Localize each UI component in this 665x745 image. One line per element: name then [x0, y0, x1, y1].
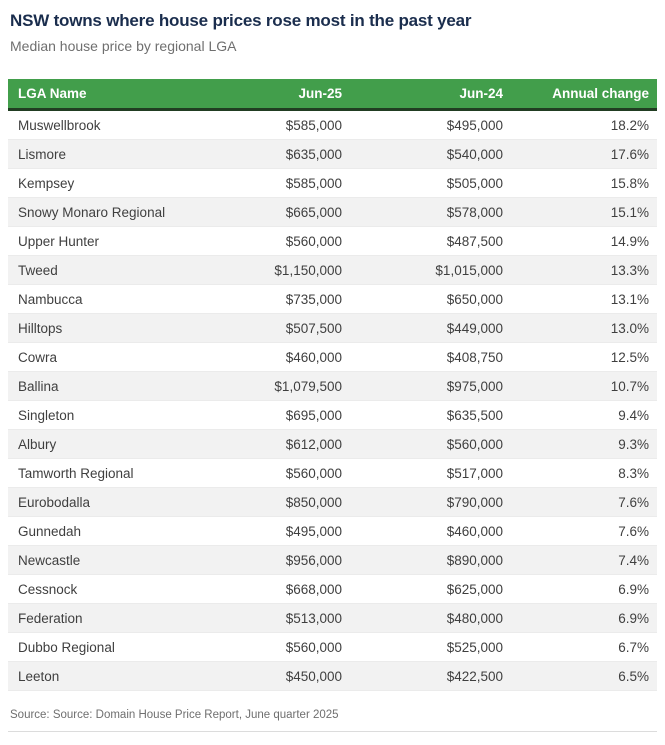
cell-jun24: $480,000: [350, 604, 511, 633]
cell-jun24: $495,000: [350, 110, 511, 140]
cell-jun24: $625,000: [350, 575, 511, 604]
cell-jun25: $560,000: [203, 459, 350, 488]
cell-jun24: $890,000: [350, 546, 511, 575]
table-row: [8, 604, 657, 633]
chart-container: [0, 10, 665, 745]
table-row: [8, 430, 657, 459]
cell-jun24: $560,000: [350, 430, 511, 459]
column-header-jun-24: Jun-24: [350, 79, 511, 110]
cell-jun24: $408,750: [350, 343, 511, 372]
cell-jun25: $850,000: [203, 488, 350, 517]
cell-jun24: $650,000: [350, 285, 511, 314]
cell-change: 13.1%: [511, 285, 657, 314]
cell-jun24: $525,000: [350, 633, 511, 662]
cell-jun25: $695,000: [203, 401, 350, 430]
cell-lga: Lismore: [8, 140, 203, 169]
cell-change: 18.2%: [511, 110, 657, 140]
cell-change: 7.6%: [511, 517, 657, 546]
cell-jun25: $612,000: [203, 430, 350, 459]
source-note: Source: Source: Domain House Price Report, June quarter 2025: [10, 709, 339, 721]
cell-jun25: $665,000: [203, 198, 350, 227]
cell-lga: Leeton: [8, 662, 203, 691]
table-row: [8, 575, 657, 604]
column-header-lga-name: LGA Name: [8, 79, 203, 110]
bottom-divider: [8, 731, 657, 732]
cell-change: 17.6%: [511, 140, 657, 169]
cell-jun25: $956,000: [203, 546, 350, 575]
table-row: [8, 517, 657, 546]
cell-jun25: $1,079,500: [203, 372, 350, 401]
table-row: [8, 401, 657, 430]
table-row: [8, 110, 657, 140]
cell-lga: Hilltops: [8, 314, 203, 343]
table-row: [8, 343, 657, 372]
cell-jun24: $790,000: [350, 488, 511, 517]
cell-change: 9.3%: [511, 430, 657, 459]
cell-lga: Newcastle: [8, 546, 203, 575]
cell-lga: Federation: [8, 604, 203, 633]
table-row: [8, 227, 657, 256]
cell-jun24: $578,000: [350, 198, 511, 227]
cell-change: 6.9%: [511, 604, 657, 633]
cell-jun24: $1,015,000: [350, 256, 511, 285]
table-header: [8, 79, 657, 110]
cell-change: 12.5%: [511, 343, 657, 372]
table-row: [8, 285, 657, 314]
cell-jun25: $635,000: [203, 140, 350, 169]
cell-lga: Albury: [8, 430, 203, 459]
cell-jun25: $560,000: [203, 227, 350, 256]
cell-change: 6.9%: [511, 575, 657, 604]
cell-lga: Cowra: [8, 343, 203, 372]
cell-lga: Kempsey: [8, 169, 203, 198]
cell-jun25: $513,000: [203, 604, 350, 633]
cell-change: 15.8%: [511, 169, 657, 198]
cell-lga: Tamworth Regional: [8, 459, 203, 488]
page-title: NSW towns where house prices rose most in the past year: [10, 11, 472, 30]
cell-lga: Muswellbrook: [8, 110, 203, 140]
table-body: [8, 110, 657, 691]
cell-change: 13.0%: [511, 314, 657, 343]
cell-lga: Eurobodalla: [8, 488, 203, 517]
table-row: [8, 256, 657, 285]
cell-jun24: $449,000: [350, 314, 511, 343]
table-row: [8, 198, 657, 227]
cell-jun24: $487,500: [350, 227, 511, 256]
cell-change: 6.7%: [511, 633, 657, 662]
table-row: [8, 546, 657, 575]
cell-change: 13.3%: [511, 256, 657, 285]
cell-change: 7.6%: [511, 488, 657, 517]
table-row: [8, 314, 657, 343]
cell-jun25: $450,000: [203, 662, 350, 691]
cell-change: 6.5%: [511, 662, 657, 691]
table-row: [8, 140, 657, 169]
cell-jun24: $517,000: [350, 459, 511, 488]
cell-lga: Upper Hunter: [8, 227, 203, 256]
table-row: [8, 633, 657, 662]
cell-change: 14.9%: [511, 227, 657, 256]
cell-jun25: $668,000: [203, 575, 350, 604]
cell-jun24: $460,000: [350, 517, 511, 546]
cell-jun25: $560,000: [203, 633, 350, 662]
cell-lga: Nambucca: [8, 285, 203, 314]
cell-jun25: $585,000: [203, 169, 350, 198]
house-price-table: [8, 79, 657, 691]
table-row: [8, 662, 657, 691]
cell-change: 15.1%: [511, 198, 657, 227]
table-header-row: [8, 79, 657, 110]
cell-lga: Cessnock: [8, 575, 203, 604]
page-subtitle: Median house price by regional LGA: [10, 38, 237, 54]
cell-change: 9.4%: [511, 401, 657, 430]
cell-jun24: $975,000: [350, 372, 511, 401]
cell-lga: Dubbo Regional: [8, 633, 203, 662]
table-row: [8, 169, 657, 198]
cell-jun25: $495,000: [203, 517, 350, 546]
cell-lga: Singleton: [8, 401, 203, 430]
cell-change: 7.4%: [511, 546, 657, 575]
column-header-annual-change: Annual change: [511, 79, 657, 110]
cell-jun24: $540,000: [350, 140, 511, 169]
cell-jun24: $505,000: [350, 169, 511, 198]
cell-jun25: $460,000: [203, 343, 350, 372]
table-row: [8, 372, 657, 401]
cell-jun25: $585,000: [203, 110, 350, 140]
cell-jun25: $507,500: [203, 314, 350, 343]
cell-lga: Ballina: [8, 372, 203, 401]
cell-jun25: $1,150,000: [203, 256, 350, 285]
cell-jun24: $422,500: [350, 662, 511, 691]
table-row: [8, 459, 657, 488]
cell-jun24: $635,500: [350, 401, 511, 430]
table-row: [8, 488, 657, 517]
cell-change: 8.3%: [511, 459, 657, 488]
cell-change: 10.7%: [511, 372, 657, 401]
cell-jun25: $735,000: [203, 285, 350, 314]
cell-lga: Tweed: [8, 256, 203, 285]
cell-lga: Snowy Monaro Regional: [8, 198, 203, 227]
column-header-jun-25: Jun-25: [203, 79, 350, 110]
cell-lga: Gunnedah: [8, 517, 203, 546]
